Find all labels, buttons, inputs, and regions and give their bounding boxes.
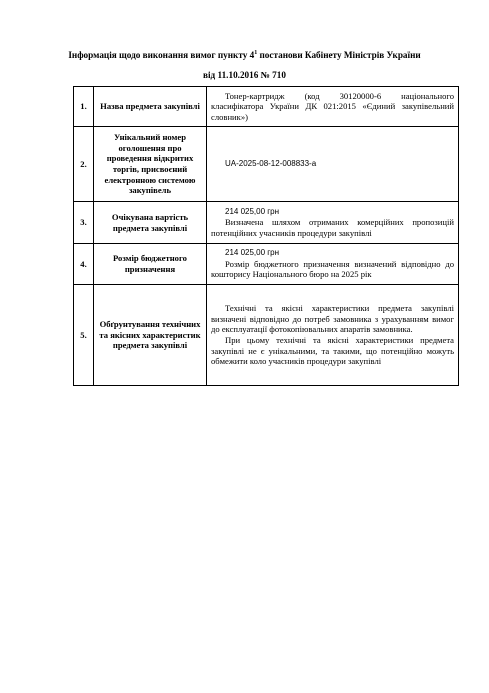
row-content [207,202,459,244]
table-row [74,87,459,127]
row-number: 2. [74,127,94,202]
table-row [74,202,459,244]
table-row [74,244,459,285]
table-row [74,127,459,202]
row-number: 3. [74,202,94,244]
table-row [74,285,459,386]
row-content [207,127,459,202]
row-label: Унікальний номер оголошення про проведення відкритих торгів, присвоєний електронною системою закупівель [94,127,207,202]
title-superscript: 1 [254,50,258,56]
row-label: Розмір бюджетного призначення [94,244,207,285]
title-text-suffix: постанови Кабінету Міністрів України [257,50,421,60]
row-label: Обґрунтування технічних та якісних характеристик предмета закупівлі [94,285,207,386]
content-paragraph: 214 025,00 грн [225,206,280,216]
row-number: 1. [74,87,94,127]
row-content [207,285,459,386]
content-paragraph: 214 025,00 грн [225,248,280,258]
content-paragraph: Тонер-картридж (код 30120000-6 національного класифікатора України ДК 021:2015 «Єдиний закупівельний словник») [211,90,454,122]
content-paragraph: Розмір бюджетного призначення визначений відповідно до кошторису Національного бюро на 2025 рік [211,258,454,280]
title-text: Інформація щодо виконання вимог пункту 4 [68,50,255,60]
content-paragraph: Технічні та якісні характеристики предмета закупівлі визначені відповідно до потреб замовника з урахуванням вимог до експлуатації фотокопіювальних апаратів замовника. [211,303,454,335]
procurement-info-table [73,86,459,386]
row-content [207,87,459,127]
content-paragraph: Визначена шляхом отриманих комерційних пропозицій потенційних учасників процедури закупівлі [211,217,454,238]
page-subtitle: від 11.10.2016 № 710 [203,70,286,80]
row-content [207,244,459,285]
row-number: 4. [74,244,94,285]
content-paragraph: UA-2025-08-12-008833-a [225,158,317,168]
row-number: 5. [74,285,94,386]
row-label: Назва предмета закупівлі [94,87,207,127]
content-paragraph: При цьому технічні та якісні характеристики предмета закупівлі не є унікальними, та такими, що потенційно можуть обмежити коло учасників процедури закупівлі [211,335,454,367]
row-label: Очікувана вартість предмета закупівлі [94,202,207,244]
page-title [40,47,449,61]
